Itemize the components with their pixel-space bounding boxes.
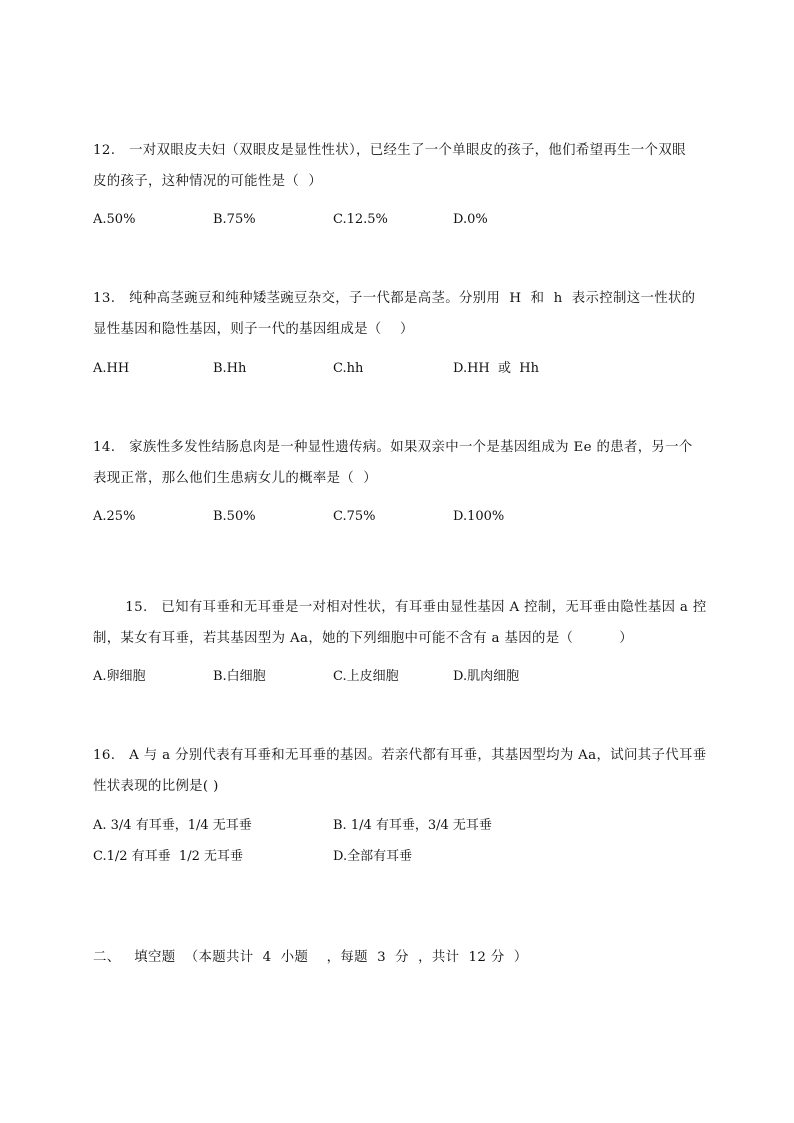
question-14-line-2: 表现正常，那么他们生患病女儿的概率是（ ） — [93, 471, 378, 486]
question-14-option-b: B.50% — [213, 509, 256, 524]
question-16-line-2: 性状表现的比例是( ) — [93, 779, 219, 794]
question-15-option-b: B.白细胞 — [213, 669, 266, 684]
question-13-option-c: C.hh — [333, 361, 364, 376]
question-13-line-2: 显性基因和隐性基因，则子一代的基因组成是（ ） — [93, 322, 414, 337]
question-16-option-a: A. 3/4 有耳垂，1/4 无耳垂 — [93, 818, 252, 833]
question-14-option-c: C.75% — [333, 509, 376, 524]
question-13-option-a: A.HH — [93, 361, 130, 376]
question-12-option-c: C.12.5% — [333, 212, 388, 227]
question-15-option-a: A.卵细胞 — [93, 669, 146, 684]
question-14-option-d: D.100% — [453, 509, 505, 524]
question-16-option-b: B. 1/4 有耳垂，3/4 无耳垂 — [333, 818, 492, 833]
question-12-line-1: 12. 一对双眼皮夫妇（双眼皮是显性性状），已经生了一个单眼皮的孩子，他们希望再生一个双眼 — [93, 143, 686, 158]
question-12-option-b: B.75% — [213, 212, 256, 227]
question-16-option-c: C.1/2 有耳垂 1/2 无耳垂 — [93, 849, 243, 864]
question-12-line-2: 皮的孩子，这种情况的可能性是（ ） — [93, 174, 323, 189]
question-14-option-a: A.25% — [93, 509, 136, 524]
question-15-option-d: D.肌肉细胞 — [453, 669, 520, 684]
question-16-line-1: 16. A 与 a 分别代表有耳垂和无耳垂的基因。若亲代都有耳垂，其基因型均为 Aa，试问其子代耳垂 — [93, 748, 707, 763]
question-13-option-b: B.Hh — [213, 361, 247, 376]
question-15-line-1: 15. 已知有耳垂和无耳垂是一对相对性状，有耳垂由显性基因 A 控制，无耳垂由隐性基因 a 控 — [93, 600, 707, 615]
question-13-line-1: 13. 纯种高茎豌豆和纯种矮茎豌豆杂交，子一代都是高茎。分别用 H 和 h 表示控制这一性状的 — [93, 291, 696, 306]
section-heading: 二、 填空题 （本题共计 4 小题 ，每题 3 分 ，共计 12 分 ） — [93, 950, 528, 965]
question-15-option-c: C.上皮细胞 — [333, 669, 399, 684]
question-12-option-a: A.50% — [93, 212, 136, 227]
question-16-option-d: D.全部有耳垂 — [333, 849, 413, 864]
question-13-option-d: D.HH 或 Hh — [453, 361, 540, 376]
question-15-line-2: 制，某女有耳垂，若其基因型为 Aa，她的下列细胞中可能不含有 a 基因的是（ ） — [93, 631, 634, 646]
question-12-option-d: D.0% — [453, 212, 488, 227]
question-14-line-1: 14. 家族性多发性结肠息肉是一种显性遗传病。如果双亲中一个是基因组成为 Ee 的患者，另一个 — [93, 440, 693, 455]
